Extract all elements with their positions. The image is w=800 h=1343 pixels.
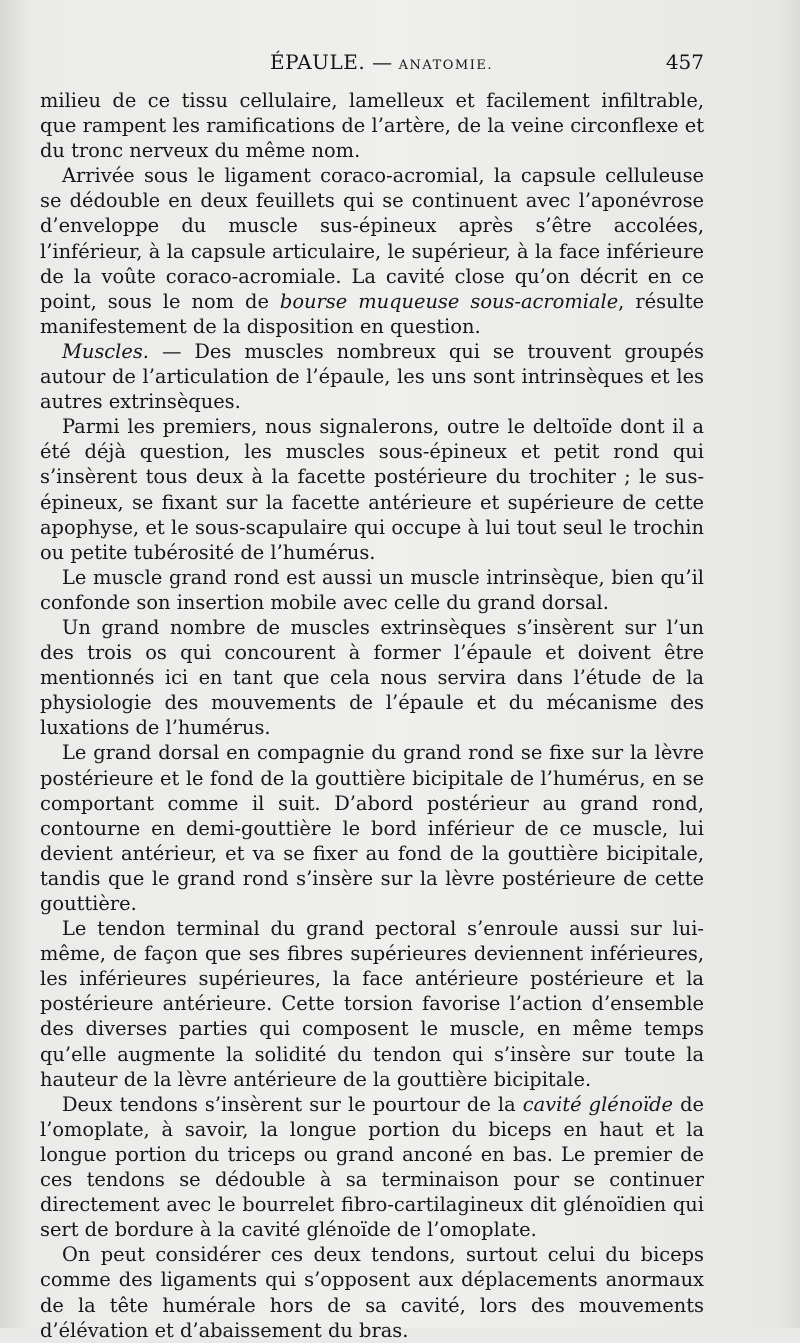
- paragraph-1: milieu de ce tissu cellulaire, lamelleux et facilement infiltrable, que rampent les ramifications de l’artère, de la veine circonflexe et du tronc nerveux du même nom.: [40, 89, 704, 163]
- running-title: [270, 50, 493, 74]
- term-cavite-glenoide: cavité glénoïde: [522, 1092, 674, 1116]
- paragraph-10: On peut considérer ces deux tendons, surtout celui du biceps comme des ligaments qui s’opposent aux déplacements anormaux de la tête humérale hors de sa cavité, lors des mouvements d’élévation et d’abaissement du bras.: [40, 1243, 704, 1342]
- paragraph-7: Le grand dorsal en compagnie du grand rond se fixe sur la lèvre postérieure et le fond de la gouttière bicipitale de l’humérus, en se comportant comme il suit. D’abord postérieur au grand rond, contourne en demi-gouttière le bord inférieur de ce muscle, lui devient antérieur, et va se fixer au fond de la gouttière bicipitale, tandis que le grand rond s’insère sur la lèvre postérieure de cette gouttière.: [40, 741, 704, 915]
- body-text: [40, 88, 704, 1343]
- paragraph-4: Parmi les premiers, nous signalerons, outre le deltoïde dont il a été déjà question, les muscles sous-épineux et petit rond qui s’insèrent tous deux à la facette postérieure du trochiter ; le sus-épineux, se fixant sur la facette antérieure et supérieure de cette apophyse, et le sous-scapulaire qui occupe à lui tout seul le trochin ou petite tubérosité de l’humérus.: [40, 415, 704, 564]
- paragraph-9: [40, 1092, 704, 1243]
- paragraph-9-text-end: de l’omoplate, à savoir, la longue portion du biceps en haut et la longue portion du triceps ou grand anconé en bas. Le premier de ces tendons se dédouble à sa terminaison pour se continuer directement avec le bourrelet fibro-cartilagineux dit glénoïdien qui sert de bordure à la cavité glénoïde de l’omoplate.: [40, 1092, 705, 1242]
- paragraph-2: [40, 163, 704, 339]
- paragraph-3: [40, 339, 704, 414]
- term-bourse-muqueuse: bourse muqueuse sous-acromiale: [279, 289, 619, 313]
- paragraph-2-text-start: Arrivée sous le ligament coraco-acromial, la capsule celluleuse se dédouble en deux feuillets qui se continuent avec l’aponévrose d’enveloppe du muscle sus-épineux après s’être accolées, l’inférieur, à la capsule articulaire, le supérieur, à la face inférieure de la voûte coraco-acromiale. La cavité close qu’on décrit en ce point, sous le nom de: [40, 164, 704, 313]
- section-subtitle: ANATOMIE.: [398, 58, 493, 73]
- paragraph-5: Le muscle grand rond est aussi un muscle intrinsèque, bien qu’il confonde son insertion mobile avec celle du grand dorsal.: [40, 565, 704, 614]
- paragraph-2-text-end: , résulte manifestement de la disposition en question.: [40, 289, 704, 338]
- paragraph-6: Un grand nombre de muscles extrinsèques s’insèrent sur l’un des trois os qui concourent à former l’épaule et doivent être mentionnés ici en tant que cela nous servira dans l’étude de la physiologie des mouvements de l’épaule et du mécanisme des luxations de l’humérus.: [40, 615, 704, 740]
- page-number: 457: [665, 50, 704, 74]
- paragraph-9-text-start: Deux tendons s’insèrent sur le pourtour de la: [62, 1092, 523, 1116]
- paragraph-3-text: — Des muscles nombreux qui se trouvent groupés autour de l’articulation de l’épaule, les uns sont intrinsèques et les autres extrinsèques.: [40, 339, 704, 414]
- section-heading-muscles: Muscles.: [62, 339, 149, 363]
- section-title: ÉPAULE.: [270, 50, 366, 74]
- paragraph-8: Le tendon terminal du grand pectoral s’enroule aussi sur lui-même, de façon que ses fibres supérieures deviennent inférieures, les inférieures supérieures, la face antérieure postérieure et la postérieure antérieure. Cette torsion favorise l’action d’ensemble des diverses parties qui composent le muscle, en même temps qu’elle augmente la solidité du tendon qui s’insère sur toute la hauteur de la lèvre antérieure de la gouttière bicipitale.: [40, 917, 704, 1091]
- title-dash: —: [372, 50, 393, 74]
- running-header: [40, 50, 704, 80]
